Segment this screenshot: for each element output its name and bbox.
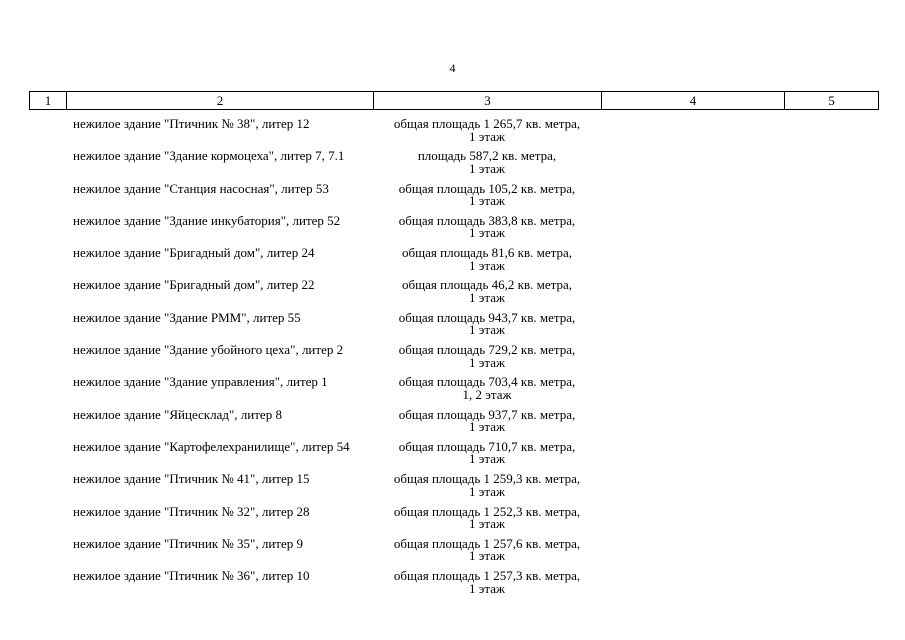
building-name: нежилое здание "Птичник № 38", литер 12	[73, 116, 310, 131]
floors-text: 1 этаж	[469, 289, 505, 305]
building-name: нежилое здание "Птичник № 41", литер 15	[73, 471, 310, 487]
area-text: общая площадь 105,2 кв. метра,	[398, 180, 576, 196]
building-area	[374, 376, 600, 401]
building-area	[374, 473, 600, 498]
building-name: нежилое здание "Яйцесклад", литер 8	[73, 406, 282, 422]
building-name: нежилое здание "Картофелехранилище", литер 54	[73, 438, 350, 454]
floors-text: 1 этаж	[469, 128, 505, 144]
area-text: общая площадь 943,7 кв. метра,	[398, 309, 576, 325]
area-text: общая площадь 937,7 кв. метра,	[398, 406, 576, 422]
floors-text: 1 этаж	[469, 580, 505, 596]
floors-text: 1 этаж	[469, 160, 505, 176]
area-text: общая площадь 1 252,3 кв. метра,	[393, 503, 581, 519]
building-area	[374, 279, 600, 304]
floors-text: 1 этаж	[469, 516, 505, 532]
building-name: нежилое здание "Птичник № 32", литер 28	[73, 503, 310, 519]
building-area	[374, 247, 600, 272]
floors-text: 1 этаж	[469, 257, 505, 273]
table-row	[0, 118, 905, 150]
column-number-2: 2	[67, 92, 374, 110]
area-text: общая площадь 703,4 кв. метра,	[398, 374, 576, 390]
building-area	[374, 344, 600, 369]
table-row	[0, 212, 905, 247]
building-name: нежилое здание "Здание убойного цеха", литер 2	[73, 342, 344, 358]
area-text: общая площадь 1 257,3 кв. метра,	[393, 568, 581, 584]
floors-text: 1, 2 этаж	[462, 386, 512, 402]
table-row	[0, 247, 905, 279]
table-row	[0, 309, 905, 344]
building-area	[374, 438, 600, 467]
floors-text: 1 этаж	[469, 225, 505, 241]
building-area	[374, 570, 600, 595]
area-text: площадь 587,2 кв. метра,	[417, 148, 557, 164]
building-name: нежилое здание "Станция насосная", литер 53	[73, 180, 329, 196]
building-area	[374, 150, 600, 175]
building-area	[374, 503, 600, 532]
building-area	[374, 406, 600, 435]
floors-text: 1 этаж	[469, 419, 505, 435]
area-text: общая площадь 1 265,7 кв. метра,	[393, 116, 581, 131]
table-row	[0, 503, 905, 538]
column-number-4: 4	[602, 92, 785, 110]
building-name: нежилое здание "Здание инкубатория", литер 52	[73, 212, 341, 228]
column-number-5: 5	[785, 92, 879, 110]
table-row	[0, 406, 905, 441]
building-area	[374, 212, 600, 241]
table-row	[0, 376, 905, 408]
area-text: общая площадь 710,7 кв. метра,	[398, 438, 576, 454]
column-number-1: 1	[30, 92, 67, 110]
column-number-3: 3	[374, 92, 602, 110]
building-name: нежилое здание "Здание управления", литер 1	[73, 374, 328, 390]
floors-text: 1 этаж	[469, 322, 505, 338]
building-name: нежилое здание "Здание кормоцеха", литер 7, 7.1	[73, 148, 345, 164]
column-header-table	[29, 91, 879, 110]
building-name: нежилое здание "Здание РММ", литер 55	[73, 309, 301, 325]
property-list	[0, 118, 905, 602]
building-area	[374, 535, 600, 564]
table-row	[0, 535, 905, 570]
area-text: общая площадь 1 257,6 кв. метра,	[393, 535, 581, 551]
area-text: общая площадь 729,2 кв. метра,	[398, 342, 576, 358]
table-row	[0, 344, 905, 376]
floors-text: 1 этаж	[469, 193, 505, 209]
table-row	[0, 180, 905, 215]
floors-text: 1 этаж	[469, 451, 505, 467]
floors-text: 1 этаж	[469, 354, 505, 370]
area-text: общая площадь 81,6 кв. метра,	[402, 245, 572, 261]
building-name: нежилое здание "Птичник № 36", литер 10	[73, 568, 310, 584]
table-row	[0, 279, 905, 311]
table-row	[0, 473, 905, 505]
floors-text: 1 этаж	[469, 548, 505, 564]
floors-text: 1 этаж	[469, 483, 505, 499]
building-name: нежилое здание "Бригадный дом", литер 22	[73, 277, 315, 293]
column-number-row	[30, 92, 879, 110]
table-row	[0, 570, 905, 602]
building-area	[374, 118, 600, 143]
building-name: нежилое здание "Птичник № 35", литер 9	[73, 535, 304, 551]
table-row	[0, 438, 905, 473]
area-text: общая площадь 383,8 кв. метра,	[398, 212, 576, 228]
area-text: общая площадь 1 259,3 кв. метра,	[393, 471, 581, 487]
table-row	[0, 150, 905, 182]
building-area	[374, 180, 600, 209]
building-area	[374, 309, 600, 338]
page-number: 4	[449, 61, 456, 75]
area-text: общая площадь 46,2 кв. метра,	[402, 277, 572, 293]
building-name: нежилое здание "Бригадный дом", литер 24	[73, 245, 315, 261]
